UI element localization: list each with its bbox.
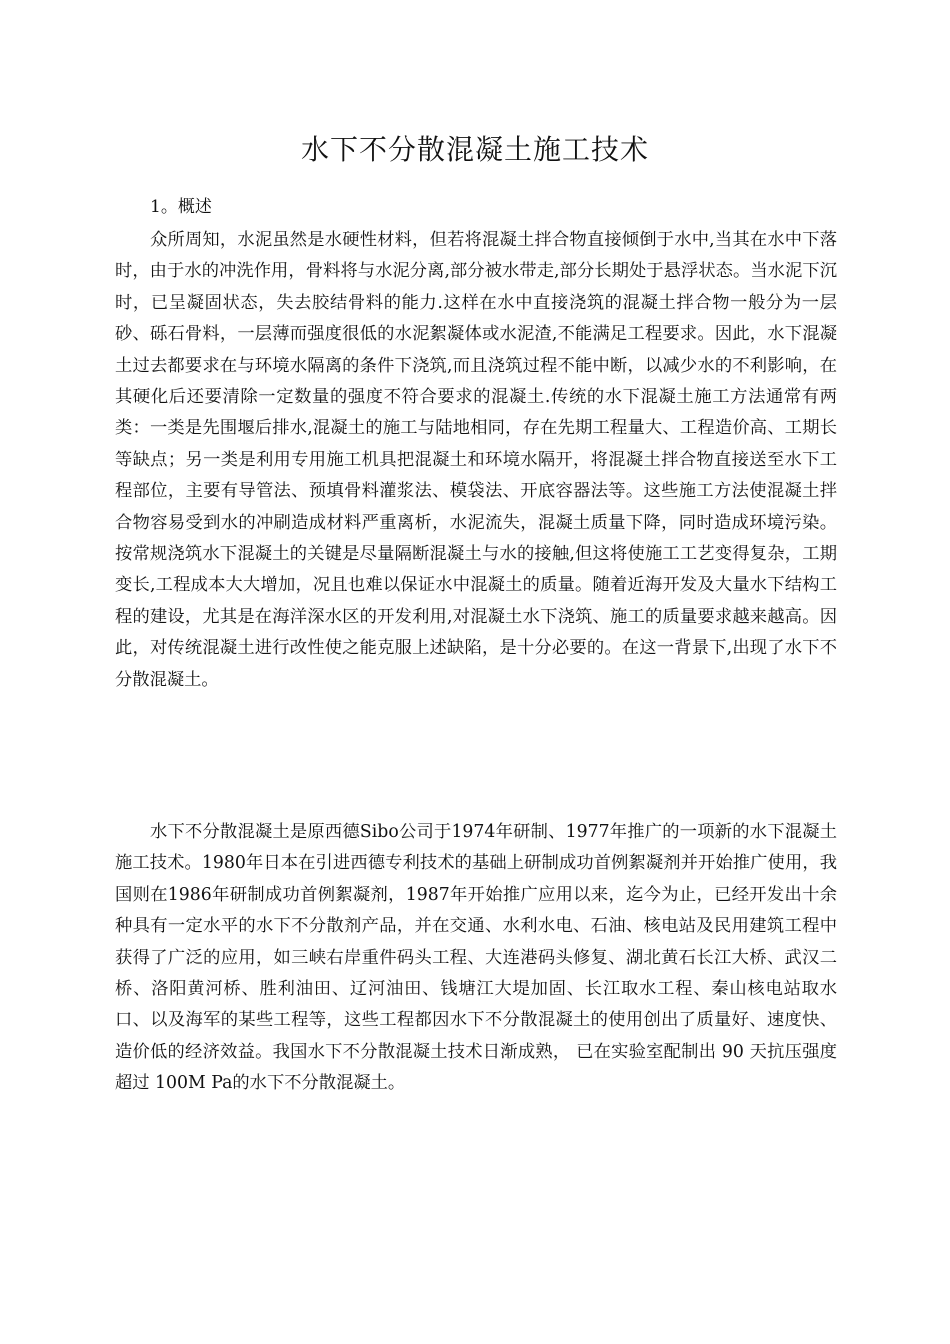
document-title: 水下不分散混凝土施工技术 <box>300 133 649 166</box>
paragraph-2: 水下不分散混凝土是原西德Sibo公司于1974年研制、1977年推广的一项新的水下混凝土施工技术。1980年日本在引进西德专利技术的基础上研制成功首例絮凝剂并开始推广使用，我国则在1986年研制成功首例絮凝剂，1987年开始推广应用以来，迄今为止，已经开发出十余种具有一定水平的水下不分散剂产品，并在交通、水利水电、石油、核电站及民用建筑工程中获得了广泛的应用，如三峡右岸重件码头工程、大连港码头修复、湖北黄石长江大桥、武汉二桥、洛阳黄河桥、胜利油田、辽河油田、钱塘江大堤加固、长江取水工程、秦山核电站取水口、以及海军的某些工程等，这些工程都因水下不分散混凝土的使用创出了质量好、速度快、造价低的经济效益。我国水下不分散混凝土技术日渐成熟， 已在实验室配制出 90 天抗压强度超过 100M Pa的水下不分散混凝土。 <box>115 822 837 1094</box>
paragraph-1: 众所周知，水泥虽然是水硬性材料，但若将混凝土拌合物直接倾倒于水中,当其在水中下落时，由于水的冲洗作用，骨料将与水泥分离,部分被水带走,部分长期处于悬浮状态。当水泥下沉时，已呈凝固状态，失去胶结骨料的能力.这样在水中直接浇筑的混凝土拌合物一般分为一层砂、砾石骨料，一层薄而强度很低的水泥絮凝体或水泥渣,不能满足工程要求。因此，水下混凝土过去都要求在与环境水隔离的条件下浇筑,而且浇筑过程不能中断，以减少水的不利影响，在其硬化后还要清除一定数量的强度不符合要求的混凝土.传统的水下混凝土施工方法通常有两类：一类是先围堰后排水,混凝土的施工与陆地相同，存在先期工程量大、工程造价高、工期长等缺点；另一类是利用专用施工机具把混凝土和环境水隔开，将混凝土拌合物直接送至水下工程部位，主要有导管法、预填骨料灌浆法、模袋法、开底容器法等。这些施工方法使混凝土拌合物容易受到水的冲刷造成材料严重离析，水泥流失，混凝土质量下降，同时造成环境污染。按常规浇筑水下混凝土的关键是尽量隔断混凝土与水的接触,但这将使施工工艺变得复杂，工期变长,工程成本大大增加，况且也难以保证水中混凝土的质量。随着近海开发及大量水下结构工程的建设，尤其是在海洋深水区的开发利用,对混凝土水下浇筑、施工的质量要求越来越高。因此，对传统混凝土进行改性使之能克服上述缺陷，是十分必要的。在这一背景下,出现了水下不分散混凝土。 <box>115 230 837 690</box>
section-heading-overview: 1。概述 <box>150 197 212 217</box>
